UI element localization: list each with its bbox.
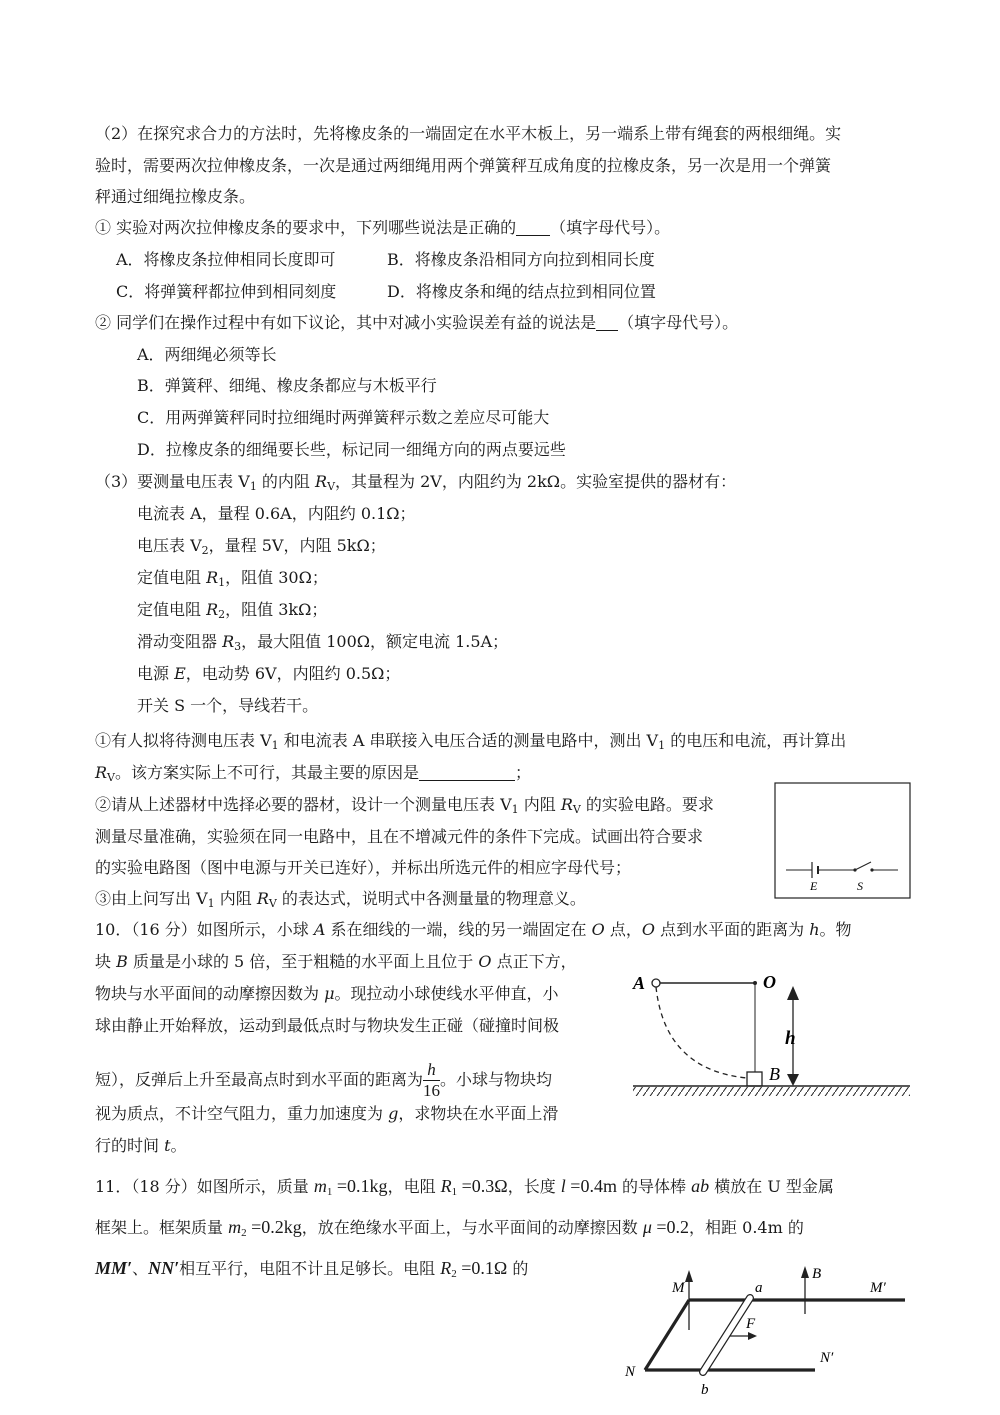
q11-l2a: 框架上。框架质量 xyxy=(95,1218,229,1237)
q10-l6a: 视为质点，不计空气阻力，重力加速度为 xyxy=(95,1104,389,1123)
subscript: V xyxy=(327,480,336,493)
length-l xyxy=(561,1176,617,1196)
symbol-r: R xyxy=(560,795,573,814)
subscript: V xyxy=(268,897,277,910)
label-b: B xyxy=(769,1064,780,1084)
q3-intro-a: （3）要测量电压表 V xyxy=(95,472,250,491)
q3-intro-b: 的内阻 xyxy=(256,472,316,491)
subscript: 2 xyxy=(451,1268,457,1280)
q10-l1e: 。物 xyxy=(819,920,852,939)
symbol-t: t xyxy=(164,1136,171,1155)
symbol-r: R xyxy=(440,1258,452,1278)
symbol-l: l xyxy=(560,1176,566,1196)
label-force-f: F xyxy=(746,1316,756,1332)
eq6-b: ，电动势 6V，内阻约 0.5Ω； xyxy=(185,664,401,683)
q2-sub1-text: ① 实验对两次拉伸橡皮条的要求中，下列哪些说法是正确的 xyxy=(95,218,517,237)
label-n: N xyxy=(625,1364,636,1380)
label-field-b: B xyxy=(812,1266,822,1282)
symbol-r: R xyxy=(315,472,328,491)
equipment-ammeter: 电流表 A，量程 0.6A，内阻约 0.1Ω； xyxy=(137,504,416,523)
symbol-r: R xyxy=(206,568,219,587)
p2-a: ②请从上述器材中选择必要的器材，设计一个测量电压表 V xyxy=(95,795,512,814)
eq2-b: ，量程 5V，内阻 5kΩ； xyxy=(208,536,386,555)
q3-part2-line1 xyxy=(95,795,714,820)
q2-intro-line1: （2）在探究求合力的方法时，先将橡皮条的一端固定在水平木板上，另一端系上带有绳套的两根细绳。实 xyxy=(95,124,842,143)
symbol-h: h xyxy=(809,920,820,939)
p1-d: 。该方案实际上不可行，其最主要的原因是 xyxy=(115,763,420,782)
q10-line2 xyxy=(95,952,577,972)
subscript: 1 xyxy=(658,739,666,752)
value: =0.3Ω xyxy=(457,1176,508,1196)
label-rod-b: b xyxy=(701,1382,709,1398)
q10-l3b: 。现拉动小球使线水平伸直，小 xyxy=(334,984,559,1003)
subscript: 1 xyxy=(271,739,279,752)
q10-l6b: ，求物块在水平面上滑 xyxy=(398,1104,559,1123)
symbol-m: m xyxy=(313,1176,327,1196)
fraction-numerator: h xyxy=(423,1060,440,1081)
resistance-r2 xyxy=(440,1258,507,1278)
subscript: 2 xyxy=(241,1227,247,1239)
q3-part1-line2 xyxy=(95,763,531,788)
rail-figure xyxy=(615,1262,915,1412)
label-m-prime: M′ xyxy=(870,1280,886,1296)
subscript: 1 xyxy=(207,897,215,910)
symbol-e: E xyxy=(174,664,186,683)
p1-a: ①有人拟将待测电压表 V xyxy=(95,731,272,750)
rail-end xyxy=(645,1300,689,1370)
p3-a: ③由上问写出 V xyxy=(95,889,208,908)
symbol-mu: μ xyxy=(324,984,335,1003)
q10-l1c: 点， xyxy=(604,920,642,939)
resistance-r1 xyxy=(441,1176,508,1196)
symbol-o: O xyxy=(641,920,655,939)
q11-l2c: ，相距 0.4m 的 xyxy=(689,1218,804,1237)
eq2-a: 电压表 V xyxy=(137,536,202,555)
answer-blank[interactable] xyxy=(419,766,515,781)
label-rod-a: a xyxy=(755,1280,763,1296)
option-d: D．将橡皮条和绳的结点拉到相同位置 xyxy=(387,282,656,301)
p3-b: 内阻 xyxy=(214,889,257,908)
symbol-r: R xyxy=(206,600,219,619)
q3-part1-line1 xyxy=(95,731,846,756)
p1-e: ； xyxy=(515,763,532,782)
q10-l2b: 质量是小球的 5 倍，至于粗糙的水平面上且位于 xyxy=(127,952,479,971)
answer-blank[interactable] xyxy=(596,316,618,331)
option-b: B．将橡皮条沿相同方向拉到相同长度 xyxy=(387,250,655,269)
value: =0.1kg xyxy=(332,1176,388,1196)
q11-l3c: 的 xyxy=(507,1259,529,1278)
q10-line7 xyxy=(95,1136,187,1156)
mass-m2 xyxy=(228,1217,302,1237)
block xyxy=(747,1072,762,1086)
symbol-r: R xyxy=(222,632,235,651)
symbol-r: R xyxy=(440,1176,452,1196)
subscript: 2 xyxy=(218,608,226,621)
subscript: V xyxy=(572,803,581,816)
q2-sub2-question xyxy=(95,313,738,333)
q3-part2-line2: 测量尽量准确，实验须在同一电路中，且在不增减元件的条件下完成。试画出符合要求 xyxy=(95,827,704,846)
q11-l3b: 相互平行，电阻不计且足够长。电阻 xyxy=(179,1259,441,1278)
q2-intro-line2: 验时，需要两次拉伸橡皮条，一次是通过两细绳用两个弹簧秤互成角度的拉橡皮条，另一次是用一个弹簧 xyxy=(95,156,832,175)
q10-l1d: 点到水平面的距离为 xyxy=(655,920,810,939)
symbol-b: B xyxy=(116,952,128,971)
fraction-denominator: 16 xyxy=(423,1081,441,1100)
q3-part2-line3: 的实验电路图（图中电源与开关已连好），并标出所选元件的相应字母代号； xyxy=(95,858,632,877)
equipment-rheostat-r3 xyxy=(137,632,508,657)
eq5-a: 滑动变阻器 xyxy=(137,632,223,651)
q10-line5 xyxy=(95,1060,552,1101)
q3-intro xyxy=(95,472,736,497)
answer-blank[interactable] xyxy=(516,221,550,236)
eq6-a: 电源 xyxy=(137,664,175,683)
circuit-answer-box[interactable] xyxy=(774,782,911,900)
swing-arc xyxy=(656,987,747,1078)
equipment-resistor-r2 xyxy=(137,600,327,625)
subscript: 1 xyxy=(511,803,519,816)
subscript: V xyxy=(107,771,115,784)
q10-l7b: 。 xyxy=(170,1136,187,1155)
q11-l2b: ，放在绝缘水平面上，与水平面间的动摩擦因数 xyxy=(301,1218,643,1237)
symbol-r: R xyxy=(95,763,108,782)
mass-m1 xyxy=(314,1176,388,1196)
label-a: A xyxy=(633,973,646,993)
symbol-g: g xyxy=(388,1104,399,1123)
subscript: 1 xyxy=(249,480,257,493)
q11-l1e: 横放在 U 型金属 xyxy=(709,1177,834,1196)
value: =0.2kg xyxy=(246,1217,302,1237)
q2-sub2-option-a: A．两细绳必须等长 xyxy=(137,345,277,364)
symbol-mu: μ xyxy=(642,1217,652,1237)
equipment-resistor-r1 xyxy=(137,568,328,593)
eq4-b: ，阻值 3kΩ； xyxy=(225,600,328,619)
subscript: 2 xyxy=(201,544,209,557)
q2-sub2-suffix: （填字母代号）。 xyxy=(618,313,739,332)
subscript: 1 xyxy=(218,576,226,589)
q10-line4: 球由静止开始释放，运动到最低点时与物块发生正碰（碰撞时间极 xyxy=(95,1016,560,1035)
ball xyxy=(652,979,660,987)
subscript: 1 xyxy=(451,1186,458,1198)
q11-l1c: ，长度 xyxy=(507,1177,561,1196)
label-h: h xyxy=(785,1028,796,1049)
q10-l1b: 系在细线的一端，线的另一端固定在 xyxy=(325,920,592,939)
p1-b: 和电流表 A 串联接入电压合适的测量电路中，测出 V xyxy=(278,731,659,750)
symbol-a: A xyxy=(313,920,326,939)
option-a: A．将橡皮条拉伸相同长度即可 xyxy=(116,250,336,269)
subscript: 3 xyxy=(234,640,242,653)
q10-l5a: 短），反弹后上升至最高点时到水平面的距离为 xyxy=(95,1070,424,1089)
switch-label: S xyxy=(857,879,863,893)
battery-label: E xyxy=(810,879,818,893)
label-o: O xyxy=(763,972,776,992)
value: =0.1Ω xyxy=(456,1258,508,1278)
q10-l1a: 10．（16 分）如图所示，小球 xyxy=(95,920,314,939)
friction-mu xyxy=(643,1217,689,1237)
p1-c: 的电压和电流，再计算出 xyxy=(665,731,847,750)
symbol-mm: MM′ xyxy=(95,1258,133,1278)
eq5-b: ，最大阻值 100Ω，额定电流 1.5A； xyxy=(241,632,509,651)
p2-c: 的实验电路。要求 xyxy=(580,795,714,814)
q10-l7a: 行的时间 xyxy=(95,1136,165,1155)
symbol-nn: NN′ xyxy=(148,1258,180,1278)
q11-line2 xyxy=(95,1217,804,1243)
q11-line3 xyxy=(95,1258,528,1284)
label-n-prime: N′ xyxy=(820,1350,834,1366)
q10-line6 xyxy=(95,1104,558,1124)
q10-line1 xyxy=(95,920,852,940)
equipment-power-source xyxy=(137,664,400,684)
q3-intro-c: ，其量程为 2V，内阻约为 2kΩ。实验室提供的器材有： xyxy=(335,472,737,491)
q2-sub2-option-c: C．用两弹簧秤同时拉细绳时两弹簧秤示数之差应尽可能大 xyxy=(137,408,550,427)
q11-l1b: ，电阻 xyxy=(387,1177,441,1196)
value: =0.4m xyxy=(565,1176,617,1196)
label-m: M xyxy=(672,1280,685,1296)
equipment-voltmeter-v2 xyxy=(137,536,386,561)
q10-line3 xyxy=(95,984,559,1004)
symbol-o: O xyxy=(591,920,605,939)
q2-sub2-option-d: D．拉橡皮条的细绳要长些，标记同一细绳方向的两点要远些 xyxy=(137,440,566,459)
q10-l3a: 物块与水平面间的动摩擦因数为 xyxy=(95,984,325,1003)
q2-sub2-text: ② 同学们在操作过程中有如下议论，其中对减小实验误差有益的说法是 xyxy=(95,313,597,332)
subscript: 1 xyxy=(326,1186,333,1198)
p2-b: 内阻 xyxy=(518,795,561,814)
symbol-r: R xyxy=(256,889,269,908)
eq3-b: ，阻值 30Ω； xyxy=(225,568,328,587)
q2-sub1-suffix: （填字母代号）。 xyxy=(550,218,671,237)
option-c: C．将弹簧秤都拉伸到相同刻度 xyxy=(116,282,337,301)
value: =0.2 xyxy=(651,1217,690,1237)
q10-l5b: 。小球与物块均 xyxy=(440,1070,553,1089)
q11-l1d: 的导体棒 xyxy=(616,1177,692,1196)
q3-part3-line xyxy=(95,889,586,914)
q11-l1a: 11．（18 分）如图所示，质量 xyxy=(95,1177,314,1196)
q2-intro-line3: 秤通过细绳拉橡皮条。 xyxy=(95,187,256,206)
q2-sub1-question xyxy=(95,218,670,238)
q11-l3a: 、 xyxy=(132,1259,149,1278)
q10-l2c: 点正下方， xyxy=(491,952,577,971)
q10-l2a: 块 xyxy=(95,952,117,971)
q11-line1 xyxy=(95,1176,834,1202)
symbol-o: O xyxy=(478,952,492,971)
pendulum-figure xyxy=(625,962,915,1110)
fraction-h-over-16 xyxy=(423,1060,440,1101)
equipment-switch: 开关 S 一个，导线若干。 xyxy=(137,696,319,715)
symbol-m: m xyxy=(228,1217,242,1237)
eq3-a: 定值电阻 xyxy=(137,568,207,587)
eq4-a: 定值电阻 xyxy=(137,600,207,619)
q2-sub2-option-b: B．弹簧秤、细绳、橡皮条都应与木板平行 xyxy=(137,376,437,395)
p3-c: 的表达式，说明式中各测量量的物理意义。 xyxy=(276,889,586,908)
symbol-ab: ab xyxy=(691,1176,710,1196)
